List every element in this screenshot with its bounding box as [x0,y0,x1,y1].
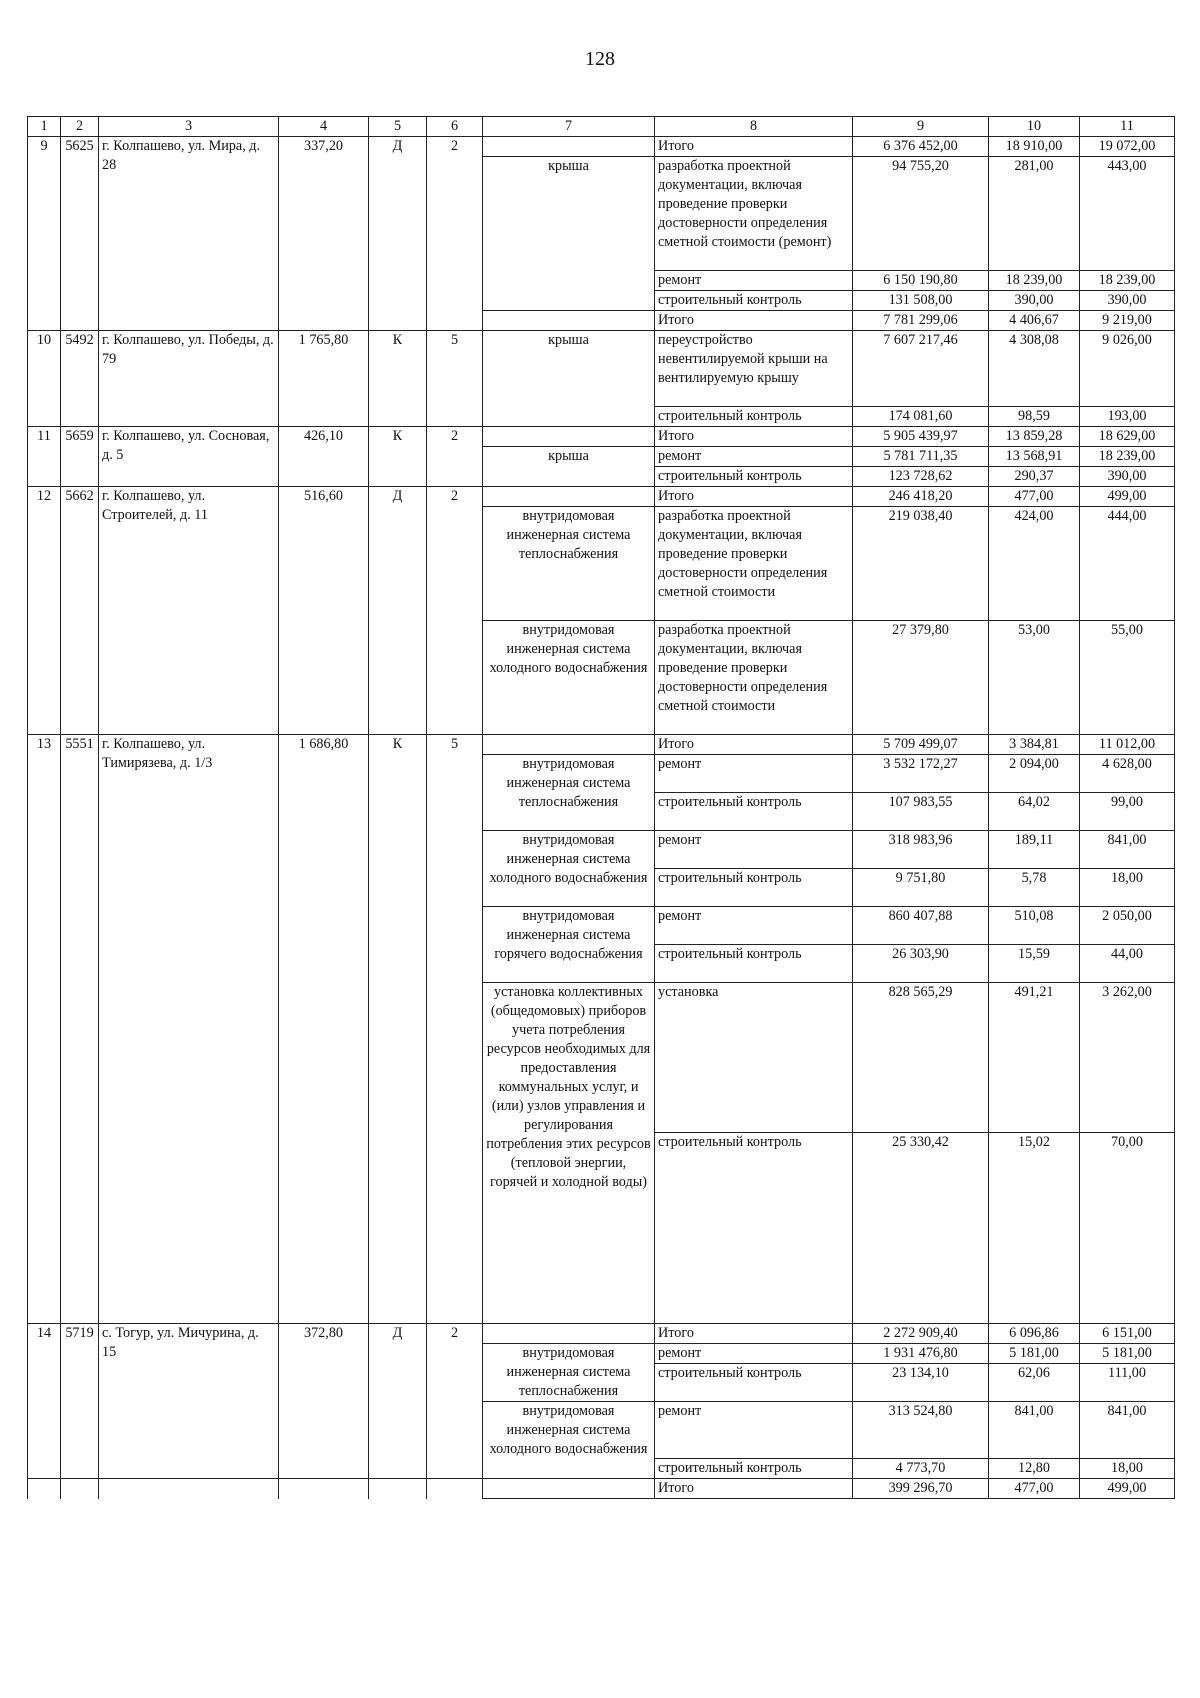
cost-value: 107 983,55 [853,793,989,831]
unit-cost-value: 15,02 [989,1133,1080,1324]
max-cost-value: 111,00 [1080,1364,1175,1402]
max-cost-value: 18,00 [1080,1459,1175,1479]
house-code: 5492 [61,331,99,427]
blank-cell [369,1479,427,1499]
page-number: 128 [585,48,615,70]
work-type: ремонт [655,271,853,291]
work-type: ремонт [655,831,853,869]
work-type: ремонт [655,447,853,467]
column-header: 11 [1080,117,1175,137]
max-cost-value: 99,00 [1080,793,1175,831]
unit-cost-value: 98,59 [989,407,1080,427]
work-type: строительный контроль [655,1133,853,1324]
max-cost-value: 841,00 [1080,1402,1175,1459]
total-max-cost: 9 219,00 [1080,311,1175,331]
work-element: крыша [483,331,655,427]
house-floors: 5 [427,735,483,1324]
work-type: строительный контроль [655,793,853,831]
total-unit-cost: 13 859,28 [989,427,1080,447]
cost-value: 27 379,80 [853,621,989,735]
total-cost: 399 296,70 [853,1479,989,1499]
work-type: ремонт [655,907,853,945]
total-max-cost: 499,00 [1080,487,1175,507]
unit-cost-value: 15,59 [989,945,1080,983]
house-type: К [369,331,427,427]
house-address: г. Колпашево, ул. Мира, д. 28 [99,137,279,331]
total-label: Итого [655,137,853,157]
blank-cell [483,735,655,755]
max-cost-value: 841,00 [1080,831,1175,869]
house-area: 426,10 [279,427,369,487]
max-cost-value: 3 262,00 [1080,983,1175,1133]
blank-cell [427,1479,483,1499]
column-header: 10 [989,117,1080,137]
unit-cost-value: 62,06 [989,1364,1080,1402]
cost-value: 131 508,00 [853,291,989,311]
total-label: Итого [655,1479,853,1499]
house-area: 1 765,80 [279,331,369,427]
work-type: строительный контроль [655,407,853,427]
house-type: Д [369,487,427,735]
total-cost: 2 272 909,40 [853,1324,989,1344]
row-number: 14 [28,1324,61,1479]
row-number: 11 [28,427,61,487]
max-cost-value: 9 026,00 [1080,331,1175,407]
table-row [28,1479,1175,1499]
house-floors: 2 [427,487,483,735]
table-row [28,331,1175,407]
unit-cost-value: 64,02 [989,793,1080,831]
max-cost-value: 193,00 [1080,407,1175,427]
max-cost-value: 18 239,00 [1080,447,1175,467]
table-row [28,735,1175,755]
blank-cell [483,137,655,157]
work-element: внутридомовая инженерная система теплоснабжения [483,755,655,831]
unit-cost-value: 841,00 [989,1402,1080,1459]
cost-value: 1 931 476,80 [853,1344,989,1364]
total-label: Итого [655,311,853,331]
total-cost: 5 905 439,97 [853,427,989,447]
house-type: Д [369,137,427,331]
blank-cell [279,1479,369,1499]
work-type: строительный контроль [655,291,853,311]
total-cost: 246 418,20 [853,487,989,507]
house-floors: 2 [427,427,483,487]
max-cost-value: 2 050,00 [1080,907,1175,945]
house-code: 5719 [61,1324,99,1479]
blank-cell [483,311,655,331]
cost-value: 94 755,20 [853,157,989,271]
unit-cost-value: 18 239,00 [989,271,1080,291]
row-number: 10 [28,331,61,427]
work-type: ремонт [655,1344,853,1364]
work-element: внутридомовая инженерная система теплоснабжения [483,1344,655,1402]
unit-cost-value: 281,00 [989,157,1080,271]
column-header: 2 [61,117,99,137]
column-header: 7 [483,117,655,137]
work-element: крыша [483,157,655,311]
row-number: 13 [28,735,61,1324]
house-type: К [369,427,427,487]
house-address: г. Колпашево, ул. Тимирязева, д. 1/3 [99,735,279,1324]
unit-cost-value: 4 308,08 [989,331,1080,407]
blank-cell [99,1479,279,1499]
unit-cost-value: 5,78 [989,869,1080,907]
house-address: г. Колпашево, ул. Строителей, д. 11 [99,487,279,735]
house-code: 5659 [61,427,99,487]
work-type: строительный контроль [655,945,853,983]
cost-value: 219 038,40 [853,507,989,621]
blank-cell [483,1324,655,1344]
work-type: ремонт [655,1402,853,1459]
max-cost-value: 4 628,00 [1080,755,1175,793]
column-header: 6 [427,117,483,137]
table-row [28,1324,1175,1344]
total-max-cost: 11 012,00 [1080,735,1175,755]
blank-cell [28,1479,61,1499]
work-element: внутридомовая инженерная система холодного водоснабжения [483,831,655,907]
total-label: Итого [655,735,853,755]
work-type: строительный контроль [655,1364,853,1402]
unit-cost-value: 13 568,91 [989,447,1080,467]
total-max-cost: 18 629,00 [1080,427,1175,447]
total-label: Итого [655,487,853,507]
total-unit-cost: 6 096,86 [989,1324,1080,1344]
total-cost: 5 709 499,07 [853,735,989,755]
total-unit-cost: 4 406,67 [989,311,1080,331]
column-header: 5 [369,117,427,137]
total-unit-cost: 477,00 [989,1479,1080,1499]
house-area: 1 686,80 [279,735,369,1324]
house-floors: 5 [427,331,483,427]
max-cost-value: 55,00 [1080,621,1175,735]
unit-cost-value: 2 094,00 [989,755,1080,793]
total-label: Итого [655,427,853,447]
work-type: разработка проектной документации, включая проведение проверки достоверности определения сметной стоимости [655,621,853,735]
cost-value: 7 607 217,46 [853,331,989,407]
blank-cell [483,1479,655,1499]
house-address: с. Тогур, ул. Мичурина, д. 15 [99,1324,279,1479]
work-element: внутридомовая инженерная система холодного водоснабжения [483,621,655,735]
work-type: установка [655,983,853,1133]
table-row [28,427,1175,447]
work-type: разработка проектной документации, включая проведение проверки достоверности определения сметной стоимости (ремонт) [655,157,853,271]
house-area: 516,60 [279,487,369,735]
column-header: 3 [99,117,279,137]
house-floors: 2 [427,137,483,331]
work-element: установка коллективных (общедомовых) приборов учета потребления ресурсов необходимых для предоставления коммунальных услуг, и (или) узлов управления и регулирования потребления этих ресурсов (тепловой энергии, горячей и холодной воды) [483,983,655,1324]
house-area: 372,80 [279,1324,369,1479]
cost-value: 6 150 190,80 [853,271,989,291]
total-unit-cost: 477,00 [989,487,1080,507]
cost-value: 23 134,10 [853,1364,989,1402]
max-cost-value: 70,00 [1080,1133,1175,1324]
unit-cost-value: 290,37 [989,467,1080,487]
cost-value: 174 081,60 [853,407,989,427]
unit-cost-value: 510,08 [989,907,1080,945]
work-type: строительный контроль [655,869,853,907]
work-element: внутридомовая инженерная система холодного водоснабжения [483,1402,655,1479]
house-code: 5551 [61,735,99,1324]
column-header: 4 [279,117,369,137]
max-cost-value: 390,00 [1080,291,1175,311]
row-number: 9 [28,137,61,331]
cost-value: 5 781 711,35 [853,447,989,467]
max-cost-value: 390,00 [1080,467,1175,487]
cost-value: 318 983,96 [853,831,989,869]
house-type: Д [369,1324,427,1479]
blank-cell [483,487,655,507]
table-row [28,487,1175,507]
capital-repair-table [27,116,1175,1499]
cost-value: 25 330,42 [853,1133,989,1324]
cost-value: 3 532 172,27 [853,755,989,793]
work-type: разработка проектной документации, включая проведение проверки достоверности определения сметной стоимости [655,507,853,621]
work-type: строительный контроль [655,1459,853,1479]
cost-value: 9 751,80 [853,869,989,907]
unit-cost-value: 424,00 [989,507,1080,621]
house-address: г. Колпашево, ул. Победы, д. 79 [99,331,279,427]
unit-cost-value: 12,80 [989,1459,1080,1479]
blank-cell [61,1479,99,1499]
total-max-cost: 6 151,00 [1080,1324,1175,1344]
unit-cost-value: 390,00 [989,291,1080,311]
total-cost: 6 376 452,00 [853,137,989,157]
total-max-cost: 19 072,00 [1080,137,1175,157]
unit-cost-value: 53,00 [989,621,1080,735]
work-element: внутридомовая инженерная система теплоснабжения [483,507,655,621]
max-cost-value: 443,00 [1080,157,1175,271]
work-element: крыша [483,447,655,487]
cost-value: 828 565,29 [853,983,989,1133]
unit-cost-value: 491,21 [989,983,1080,1133]
house-address: г. Колпашево, ул. Сосновая, д. 5 [99,427,279,487]
cost-value: 860 407,88 [853,907,989,945]
unit-cost-value: 189,11 [989,831,1080,869]
house-type: К [369,735,427,1324]
cost-value: 313 524,80 [853,1402,989,1459]
cost-value: 123 728,62 [853,467,989,487]
house-area: 337,20 [279,137,369,331]
total-label: Итого [655,1324,853,1344]
cost-value: 4 773,70 [853,1459,989,1479]
row-number: 12 [28,487,61,735]
column-header-row [28,117,1175,137]
work-type: ремонт [655,755,853,793]
total-unit-cost: 3 384,81 [989,735,1080,755]
total-cost: 7 781 299,06 [853,311,989,331]
work-type: строительный контроль [655,467,853,487]
table-row [28,137,1175,157]
column-header: 9 [853,117,989,137]
max-cost-value: 5 181,00 [1080,1344,1175,1364]
work-type: переустройство невентилируемой крыши на вентилируемую крышу [655,331,853,407]
total-unit-cost: 18 910,00 [989,137,1080,157]
house-code: 5625 [61,137,99,331]
house-code: 5662 [61,487,99,735]
unit-cost-value: 5 181,00 [989,1344,1080,1364]
max-cost-value: 444,00 [1080,507,1175,621]
max-cost-value: 18 239,00 [1080,271,1175,291]
house-floors: 2 [427,1324,483,1479]
column-header: 1 [28,117,61,137]
cost-value: 26 303,90 [853,945,989,983]
column-header: 8 [655,117,853,137]
total-max-cost: 499,00 [1080,1479,1175,1499]
work-element: внутридомовая инженерная система горячего водоснабжения [483,907,655,983]
max-cost-value: 18,00 [1080,869,1175,907]
blank-cell [483,427,655,447]
max-cost-value: 44,00 [1080,945,1175,983]
